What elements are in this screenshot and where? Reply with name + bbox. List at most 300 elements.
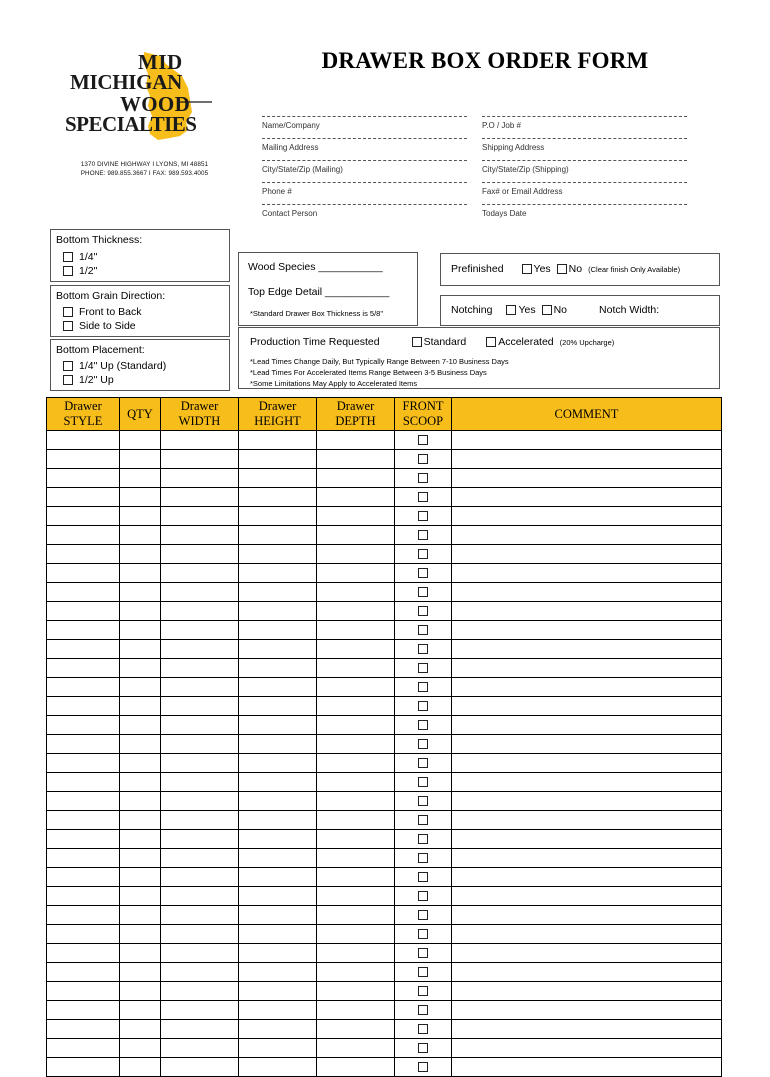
style-cell[interactable] xyxy=(47,431,120,450)
depth-cell[interactable] xyxy=(317,868,395,887)
fax-email-field[interactable] xyxy=(482,182,687,196)
qty-cell[interactable] xyxy=(120,773,161,792)
standard-checkbox[interactable] xyxy=(412,337,422,347)
style-cell[interactable] xyxy=(47,887,120,906)
front-scoop-checkbox[interactable] xyxy=(418,1062,428,1072)
front-scoop-checkbox[interactable] xyxy=(418,891,428,901)
height-cell[interactable] xyxy=(239,1039,317,1058)
qty-cell[interactable] xyxy=(120,830,161,849)
front-scoop-cell[interactable] xyxy=(395,1001,452,1020)
height-cell[interactable] xyxy=(239,507,317,526)
front-scoop-cell[interactable] xyxy=(395,868,452,887)
depth-cell[interactable] xyxy=(317,545,395,564)
depth-cell[interactable] xyxy=(317,925,395,944)
depth-cell[interactable] xyxy=(317,1058,395,1077)
qty-cell[interactable] xyxy=(120,1001,161,1020)
front-scoop-checkbox[interactable] xyxy=(418,492,428,502)
style-cell[interactable] xyxy=(47,564,120,583)
front-scoop-checkbox[interactable] xyxy=(418,473,428,483)
depth-cell[interactable] xyxy=(317,963,395,982)
front-scoop-checkbox[interactable] xyxy=(418,701,428,711)
front-scoop-cell[interactable] xyxy=(395,982,452,1001)
qty-cell[interactable] xyxy=(120,811,161,830)
front-scoop-checkbox[interactable] xyxy=(418,815,428,825)
front-scoop-cell[interactable] xyxy=(395,507,452,526)
front-scoop-cell[interactable] xyxy=(395,526,452,545)
qty-cell[interactable] xyxy=(120,1039,161,1058)
style-cell[interactable] xyxy=(47,982,120,1001)
width-cell[interactable] xyxy=(161,1039,239,1058)
style-cell[interactable] xyxy=(47,868,120,887)
depth-cell[interactable] xyxy=(317,602,395,621)
height-cell[interactable] xyxy=(239,678,317,697)
height-cell[interactable] xyxy=(239,659,317,678)
style-cell[interactable] xyxy=(47,811,120,830)
style-cell[interactable] xyxy=(47,944,120,963)
depth-cell[interactable] xyxy=(317,830,395,849)
accelerated-checkbox[interactable] xyxy=(486,337,496,347)
front-scoop-checkbox[interactable] xyxy=(418,568,428,578)
style-cell[interactable] xyxy=(47,1020,120,1039)
notching-no-checkbox[interactable] xyxy=(542,305,552,315)
qty-cell[interactable] xyxy=(120,678,161,697)
qty-cell[interactable] xyxy=(120,754,161,773)
comment-cell[interactable] xyxy=(452,1039,722,1058)
width-cell[interactable] xyxy=(161,678,239,697)
height-cell[interactable] xyxy=(239,450,317,469)
depth-cell[interactable] xyxy=(317,735,395,754)
front-scoop-checkbox[interactable] xyxy=(418,1043,428,1053)
height-cell[interactable] xyxy=(239,583,317,602)
width-cell[interactable] xyxy=(161,583,239,602)
qty-cell[interactable] xyxy=(120,659,161,678)
width-cell[interactable] xyxy=(161,602,239,621)
style-cell[interactable] xyxy=(47,963,120,982)
front-scoop-checkbox[interactable] xyxy=(418,910,428,920)
qty-cell[interactable] xyxy=(120,963,161,982)
depth-cell[interactable] xyxy=(317,526,395,545)
qty-cell[interactable] xyxy=(120,1020,161,1039)
prefinished-yes-checkbox[interactable] xyxy=(522,264,532,274)
front-scoop-cell[interactable] xyxy=(395,564,452,583)
height-cell[interactable] xyxy=(239,925,317,944)
comment-cell[interactable] xyxy=(452,1001,722,1020)
front-scoop-checkbox[interactable] xyxy=(418,625,428,635)
comment-cell[interactable] xyxy=(452,773,722,792)
width-cell[interactable] xyxy=(161,1001,239,1020)
qty-cell[interactable] xyxy=(120,925,161,944)
style-cell[interactable] xyxy=(47,735,120,754)
style-cell[interactable] xyxy=(47,1039,120,1058)
depth-cell[interactable] xyxy=(317,887,395,906)
qty-cell[interactable] xyxy=(120,944,161,963)
style-cell[interactable] xyxy=(47,469,120,488)
placement-half-checkbox[interactable] xyxy=(63,375,73,385)
height-cell[interactable] xyxy=(239,621,317,640)
qty-cell[interactable] xyxy=(120,621,161,640)
height-cell[interactable] xyxy=(239,469,317,488)
comment-cell[interactable] xyxy=(452,431,722,450)
shipping-address-label: Shipping Address xyxy=(482,143,545,152)
depth-cell[interactable] xyxy=(317,678,395,697)
width-cell[interactable] xyxy=(161,621,239,640)
po-job-field[interactable] xyxy=(482,116,687,130)
comment-cell[interactable] xyxy=(452,925,722,944)
comment-cell[interactable] xyxy=(452,678,722,697)
placement-quarter-checkbox[interactable] xyxy=(63,361,73,371)
qty-cell[interactable] xyxy=(120,887,161,906)
style-cell[interactable] xyxy=(47,507,120,526)
width-cell[interactable] xyxy=(161,735,239,754)
comment-cell[interactable] xyxy=(452,849,722,868)
height-cell[interactable] xyxy=(239,1020,317,1039)
front-scoop-cell[interactable] xyxy=(395,659,452,678)
front-scoop-checkbox[interactable] xyxy=(418,872,428,882)
qty-cell[interactable] xyxy=(120,507,161,526)
style-cell[interactable] xyxy=(47,906,120,925)
qty-cell[interactable] xyxy=(120,488,161,507)
width-cell[interactable] xyxy=(161,944,239,963)
front-scoop-checkbox[interactable] xyxy=(418,948,428,958)
front-scoop-cell[interactable] xyxy=(395,621,452,640)
front-scoop-cell[interactable] xyxy=(395,697,452,716)
height-cell[interactable] xyxy=(239,488,317,507)
style-cell[interactable] xyxy=(47,450,120,469)
comment-cell[interactable] xyxy=(452,564,722,583)
comment-cell[interactable] xyxy=(452,944,722,963)
thickness-quarter-checkbox[interactable] xyxy=(63,252,73,262)
qty-cell[interactable] xyxy=(120,697,161,716)
height-cell[interactable] xyxy=(239,906,317,925)
front-scoop-checkbox[interactable] xyxy=(418,796,428,806)
height-cell[interactable] xyxy=(239,868,317,887)
front-scoop-cell[interactable] xyxy=(395,811,452,830)
comment-cell[interactable] xyxy=(452,906,722,925)
comment-cell[interactable] xyxy=(452,735,722,754)
style-cell[interactable] xyxy=(47,849,120,868)
comment-cell[interactable] xyxy=(452,450,722,469)
qty-cell[interactable] xyxy=(120,640,161,659)
qty-cell[interactable] xyxy=(120,906,161,925)
width-cell[interactable] xyxy=(161,488,239,507)
qty-cell[interactable] xyxy=(120,716,161,735)
comment-cell[interactable] xyxy=(452,488,722,507)
style-cell[interactable] xyxy=(47,488,120,507)
height-cell[interactable] xyxy=(239,1058,317,1077)
front-scoop-checkbox[interactable] xyxy=(418,454,428,464)
depth-cell[interactable] xyxy=(317,640,395,659)
qty-cell[interactable] xyxy=(120,526,161,545)
style-cell[interactable] xyxy=(47,621,120,640)
style-cell[interactable] xyxy=(47,678,120,697)
comment-cell[interactable] xyxy=(452,602,722,621)
qty-cell[interactable] xyxy=(120,450,161,469)
width-cell[interactable] xyxy=(161,754,239,773)
comment-cell[interactable] xyxy=(452,507,722,526)
depth-cell[interactable] xyxy=(317,1001,395,1020)
front-scoop-cell[interactable] xyxy=(395,792,452,811)
front-scoop-cell[interactable] xyxy=(395,887,452,906)
notching-yes-checkbox[interactable] xyxy=(506,305,516,315)
style-cell[interactable] xyxy=(47,925,120,944)
width-cell[interactable] xyxy=(161,450,239,469)
front-scoop-checkbox[interactable] xyxy=(418,435,428,445)
height-cell[interactable] xyxy=(239,887,317,906)
width-cell[interactable] xyxy=(161,925,239,944)
style-cell[interactable] xyxy=(47,830,120,849)
front-scoop-cell[interactable] xyxy=(395,431,452,450)
height-cell[interactable] xyxy=(239,982,317,1001)
front-scoop-checkbox[interactable] xyxy=(418,720,428,730)
wood-species-field[interactable]: Wood Species ___________ xyxy=(248,261,383,273)
front-scoop-cell[interactable] xyxy=(395,963,452,982)
depth-cell[interactable] xyxy=(317,507,395,526)
width-cell[interactable] xyxy=(161,963,239,982)
comment-cell[interactable] xyxy=(452,621,722,640)
width-cell[interactable] xyxy=(161,507,239,526)
todays-date-field[interactable] xyxy=(482,204,687,218)
comment-cell[interactable] xyxy=(452,982,722,1001)
qty-cell[interactable] xyxy=(120,469,161,488)
comment-cell[interactable] xyxy=(452,583,722,602)
front-scoop-cell[interactable] xyxy=(395,735,452,754)
depth-cell[interactable] xyxy=(317,849,395,868)
style-cell[interactable] xyxy=(47,697,120,716)
qty-cell[interactable] xyxy=(120,1058,161,1077)
height-cell[interactable] xyxy=(239,792,317,811)
front-scoop-cell[interactable] xyxy=(395,754,452,773)
width-cell[interactable] xyxy=(161,640,239,659)
notch-width-field[interactable]: Notch Width: xyxy=(599,304,660,316)
qty-cell[interactable] xyxy=(120,583,161,602)
height-cell[interactable] xyxy=(239,431,317,450)
height-cell[interactable] xyxy=(239,849,317,868)
comment-cell[interactable] xyxy=(452,792,722,811)
front-scoop-cell[interactable] xyxy=(395,906,452,925)
front-scoop-cell[interactable] xyxy=(395,1058,452,1077)
thickness-half-checkbox[interactable] xyxy=(63,266,73,276)
qty-cell[interactable] xyxy=(120,792,161,811)
front-scoop-cell[interactable] xyxy=(395,1020,452,1039)
comment-cell[interactable] xyxy=(452,697,722,716)
comment-cell[interactable] xyxy=(452,469,722,488)
front-scoop-checkbox[interactable] xyxy=(418,739,428,749)
name-company-field[interactable] xyxy=(262,116,467,130)
style-cell[interactable] xyxy=(47,583,120,602)
width-cell[interactable] xyxy=(161,811,239,830)
width-cell[interactable] xyxy=(161,659,239,678)
front-scoop-cell[interactable] xyxy=(395,925,452,944)
qty-cell[interactable] xyxy=(120,982,161,1001)
front-scoop-cell[interactable] xyxy=(395,716,452,735)
height-cell[interactable] xyxy=(239,754,317,773)
front-scoop-checkbox[interactable] xyxy=(418,1024,428,1034)
width-cell[interactable] xyxy=(161,773,239,792)
qty-cell[interactable] xyxy=(120,564,161,583)
front-scoop-cell[interactable] xyxy=(395,678,452,697)
depth-cell[interactable] xyxy=(317,1020,395,1039)
height-cell[interactable] xyxy=(239,944,317,963)
front-scoop-cell[interactable] xyxy=(395,849,452,868)
front-scoop-cell[interactable] xyxy=(395,773,452,792)
front-scoop-checkbox[interactable] xyxy=(418,530,428,540)
front-scoop-checkbox[interactable] xyxy=(418,511,428,521)
width-cell[interactable] xyxy=(161,792,239,811)
width-cell[interactable] xyxy=(161,431,239,450)
height-cell[interactable] xyxy=(239,830,317,849)
front-scoop-cell[interactable] xyxy=(395,488,452,507)
width-cell[interactable] xyxy=(161,716,239,735)
depth-cell[interactable] xyxy=(317,659,395,678)
style-cell[interactable] xyxy=(47,659,120,678)
style-cell[interactable] xyxy=(47,602,120,621)
depth-cell[interactable] xyxy=(317,792,395,811)
grain-side-side-checkbox[interactable] xyxy=(63,321,73,331)
front-scoop-checkbox[interactable] xyxy=(418,853,428,863)
depth-cell[interactable] xyxy=(317,564,395,583)
depth-cell[interactable] xyxy=(317,716,395,735)
width-cell[interactable] xyxy=(161,545,239,564)
width-cell[interactable] xyxy=(161,868,239,887)
width-cell[interactable] xyxy=(161,697,239,716)
front-scoop-cell[interactable] xyxy=(395,830,452,849)
qty-cell[interactable] xyxy=(120,431,161,450)
depth-cell[interactable] xyxy=(317,621,395,640)
depth-cell[interactable] xyxy=(317,906,395,925)
comment-cell[interactable] xyxy=(452,640,722,659)
city-state-zip-shipping-field[interactable] xyxy=(482,160,687,174)
qty-cell[interactable] xyxy=(120,735,161,754)
front-scoop-cell[interactable] xyxy=(395,944,452,963)
front-scoop-checkbox[interactable] xyxy=(418,777,428,787)
comment-cell[interactable] xyxy=(452,830,722,849)
comment-cell[interactable] xyxy=(452,754,722,773)
style-cell[interactable] xyxy=(47,754,120,773)
front-scoop-checkbox[interactable] xyxy=(418,834,428,844)
height-cell[interactable] xyxy=(239,697,317,716)
mailing-address-field[interactable] xyxy=(262,138,467,152)
city-state-zip-mailing-field[interactable] xyxy=(262,160,467,174)
style-cell[interactable] xyxy=(47,1058,120,1077)
front-scoop-cell[interactable] xyxy=(395,583,452,602)
width-cell[interactable] xyxy=(161,849,239,868)
depth-cell[interactable] xyxy=(317,431,395,450)
comment-cell[interactable] xyxy=(452,887,722,906)
depth-cell[interactable] xyxy=(317,450,395,469)
phone-field[interactable] xyxy=(262,182,467,196)
depth-cell[interactable] xyxy=(317,697,395,716)
front-scoop-checkbox[interactable] xyxy=(418,663,428,673)
comment-cell[interactable] xyxy=(452,659,722,678)
front-scoop-checkbox[interactable] xyxy=(418,967,428,977)
width-cell[interactable] xyxy=(161,564,239,583)
table-row xyxy=(47,621,722,640)
comment-cell[interactable] xyxy=(452,716,722,735)
name-company-label: Name/Company xyxy=(262,121,320,130)
width-cell[interactable] xyxy=(161,469,239,488)
height-cell[interactable] xyxy=(239,526,317,545)
width-cell[interactable] xyxy=(161,830,239,849)
qty-cell[interactable] xyxy=(120,849,161,868)
style-cell[interactable] xyxy=(47,1001,120,1020)
height-cell[interactable] xyxy=(239,735,317,754)
comment-cell[interactable] xyxy=(452,1020,722,1039)
width-cell[interactable] xyxy=(161,526,239,545)
front-scoop-cell[interactable] xyxy=(395,640,452,659)
front-scoop-checkbox[interactable] xyxy=(418,758,428,768)
height-cell[interactable] xyxy=(239,564,317,583)
height-cell[interactable] xyxy=(239,716,317,735)
comment-cell[interactable] xyxy=(452,526,722,545)
height-cell[interactable] xyxy=(239,811,317,830)
front-scoop-checkbox[interactable] xyxy=(418,929,428,939)
qty-cell[interactable] xyxy=(120,868,161,887)
qty-cell[interactable] xyxy=(120,602,161,621)
grain-front-back-checkbox[interactable] xyxy=(63,307,73,317)
front-scoop-checkbox[interactable] xyxy=(418,549,428,559)
comment-cell[interactable] xyxy=(452,545,722,564)
front-scoop-cell[interactable] xyxy=(395,450,452,469)
prefinished-no-checkbox[interactable] xyxy=(557,264,567,274)
height-cell[interactable] xyxy=(239,545,317,564)
height-cell[interactable] xyxy=(239,773,317,792)
front-scoop-checkbox[interactable] xyxy=(418,587,428,597)
height-cell[interactable] xyxy=(239,640,317,659)
front-scoop-cell[interactable] xyxy=(395,1039,452,1058)
depth-cell[interactable] xyxy=(317,754,395,773)
comment-cell[interactable] xyxy=(452,1058,722,1077)
style-cell[interactable] xyxy=(47,792,120,811)
style-cell[interactable] xyxy=(47,640,120,659)
front-scoop-checkbox[interactable] xyxy=(418,986,428,996)
comment-cell[interactable] xyxy=(452,811,722,830)
comment-cell[interactable] xyxy=(452,963,722,982)
width-cell[interactable] xyxy=(161,887,239,906)
front-scoop-checkbox[interactable] xyxy=(418,1005,428,1015)
depth-cell[interactable] xyxy=(317,583,395,602)
height-cell[interactable] xyxy=(239,602,317,621)
contact-person-field[interactable] xyxy=(262,204,467,218)
depth-cell[interactable] xyxy=(317,469,395,488)
width-cell[interactable] xyxy=(161,1020,239,1039)
front-scoop-checkbox[interactable] xyxy=(418,644,428,654)
style-cell[interactable] xyxy=(47,545,120,564)
front-scoop-cell[interactable] xyxy=(395,469,452,488)
height-cell[interactable] xyxy=(239,1001,317,1020)
front-scoop-checkbox[interactable] xyxy=(418,606,428,616)
style-cell[interactable] xyxy=(47,526,120,545)
top-edge-field[interactable]: Top Edge Detail ___________ xyxy=(248,286,390,298)
depth-cell[interactable] xyxy=(317,944,395,963)
front-scoop-cell[interactable] xyxy=(395,545,452,564)
front-scoop-cell[interactable] xyxy=(395,602,452,621)
depth-cell[interactable] xyxy=(317,773,395,792)
style-cell[interactable] xyxy=(47,773,120,792)
depth-cell[interactable] xyxy=(317,982,395,1001)
front-scoop-checkbox[interactable] xyxy=(418,682,428,692)
style-cell[interactable] xyxy=(47,716,120,735)
qty-cell[interactable] xyxy=(120,545,161,564)
width-cell[interactable] xyxy=(161,982,239,1001)
depth-cell[interactable] xyxy=(317,811,395,830)
width-cell[interactable] xyxy=(161,1058,239,1077)
comment-cell[interactable] xyxy=(452,868,722,887)
height-cell[interactable] xyxy=(239,963,317,982)
shipping-address-field[interactable] xyxy=(482,138,687,152)
width-cell[interactable] xyxy=(161,906,239,925)
depth-cell[interactable] xyxy=(317,488,395,507)
depth-cell[interactable] xyxy=(317,1039,395,1058)
